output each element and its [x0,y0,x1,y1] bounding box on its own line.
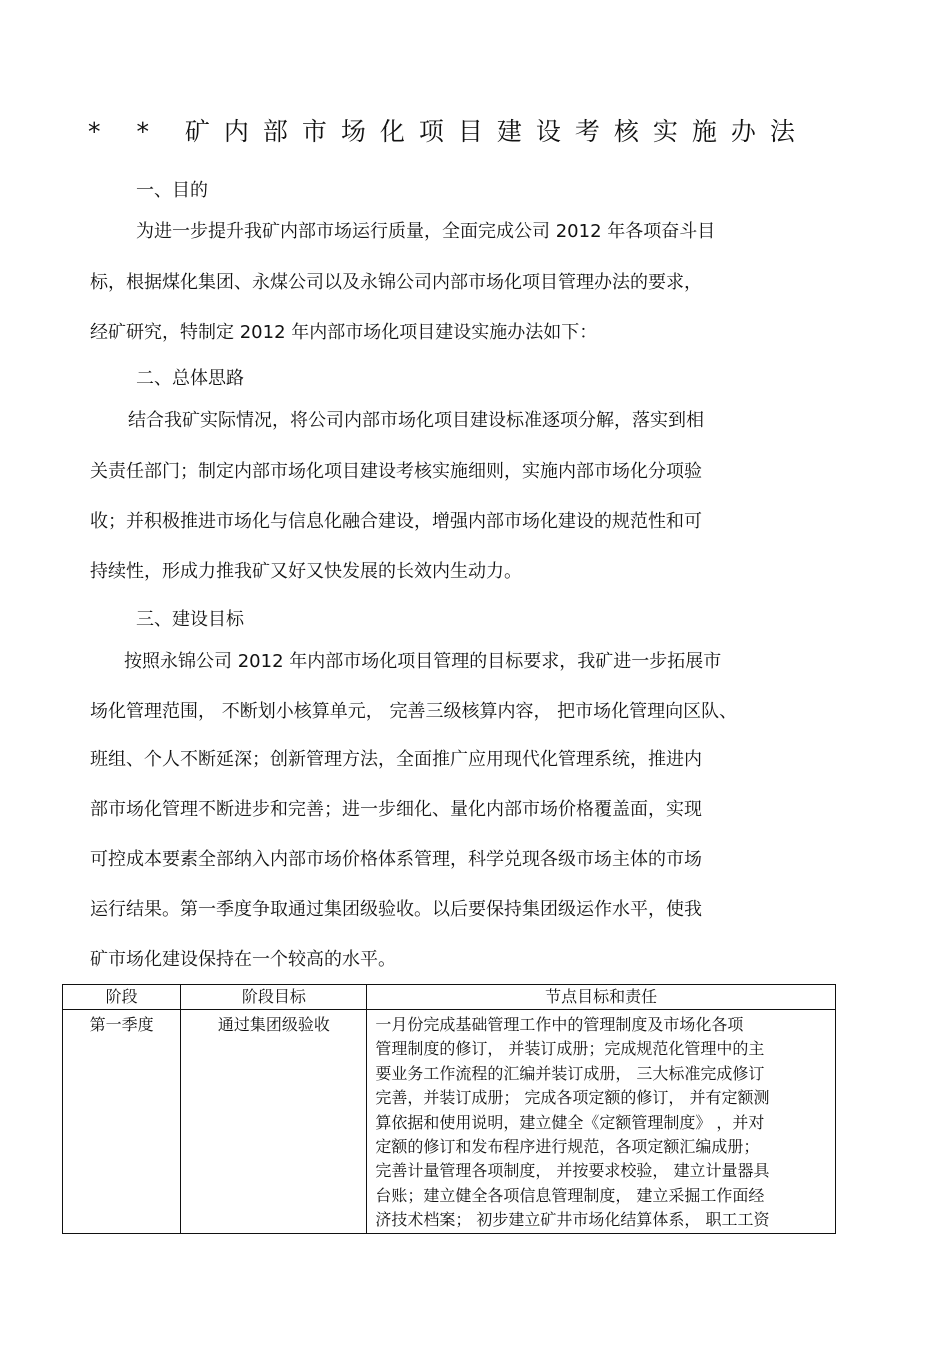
paragraph-line: 运行结果。第一季度争取通过集团级验收。以后要保持集团级运作水平，使我 [90,899,702,920]
header-stage-goal: 阶段目标 [181,985,367,1010]
node-line: 算依据和使用说明，建立健全《定额管理制度》 ，并对 [375,1112,765,1132]
node-line: 完善，并装订成册； 完成各项定额的修订， 并有定额测 [375,1088,770,1108]
node-line: 济技术档案； 初步建立矿井市场化结算体系， 职工工资 [375,1210,770,1230]
paragraph-line: 班组、个人不断延深；创新管理方法，全面推广应用现代化管理系统，推进内 [90,749,702,770]
node-line: 完善计量管理各项制度， 并按要求校验， 建立计量器具 [375,1161,770,1181]
document-title: * * 矿内部市场化项目建设考核实施办法 [88,117,809,146]
cell-stage-goal: 通过集团级验收 [181,1010,367,1234]
header-node-goal: 节点目标和责任 [367,985,836,1010]
section-heading-purpose: 一、目的 [136,180,208,201]
paragraph-line: 场化管理范围， 不断划小核算单元， 完善三级核算内容， 把市场化管理向区队、 [90,701,738,722]
section-heading-goals: 三、建设目标 [136,609,244,630]
paragraph-line: 经矿研究，特制定 2012 年内部市场化项目建设实施办法如下： [90,322,598,343]
section-heading-approach: 二、总体思路 [136,368,244,389]
paragraph-line: 结合我矿实际情况，将公司内部市场化项目建设标准逐项分解，落实到相 [128,410,704,431]
paragraph-line: 可控成本要素全部纳入内部市场价格体系管理，科学兑现各级市场主体的市场 [90,849,702,870]
stage-table [62,984,836,1234]
paragraph-line: 持续性，形成力推我矿又好又快发展的长效内生动力。 [90,561,522,582]
node-line: 定额的修订和发布程序进行规范，各项定额汇编成册； [375,1137,760,1157]
header-stage: 阶段 [63,985,181,1010]
table-row [63,1010,836,1234]
paragraph-line: 为进一步提升我矿内部市场运行质量，全面完成公司 2012 年各项奋斗目 [136,221,716,242]
cell-node-goal [367,1010,836,1234]
node-line: 管理制度的修订， 并装订成册；完成规范化管理中的主 [375,1039,765,1059]
paragraph-line: 矿市场化建设保持在一个较高的水平。 [90,949,396,970]
node-line: 一月份完成基础管理工作中的管理制度及市场化各项 [375,1015,744,1034]
node-line: 台账；建立健全各项信息管理制度， 建立采掘工作面经 [375,1185,765,1205]
cell-stage: 第一季度 [63,1010,181,1234]
paragraph-line: 按照永锦公司 2012 年内部市场化项目管理的目标要求，我矿进一步拓展市 [124,651,722,672]
table-header-row [63,985,836,1010]
paragraph-line: 部市场化管理不断进步和完善；进一步细化、量化内部市场价格覆盖面，实现 [90,799,702,820]
paragraph-line: 关责任部门；制定内部市场化项目建设考核实施细则，实施内部市场化分项验 [90,461,702,482]
paragraph-line: 收；并积极推进市场化与信息化融合建设，增强内部市场化建设的规范性和可 [90,511,702,532]
node-line: 要业务工作流程的汇编并装订成册， 三大标准完成修订 [375,1063,765,1083]
paragraph-line: 标，根据煤化集团、永煤公司以及永锦公司内部市场化项目管理办法的要求， [90,272,702,293]
